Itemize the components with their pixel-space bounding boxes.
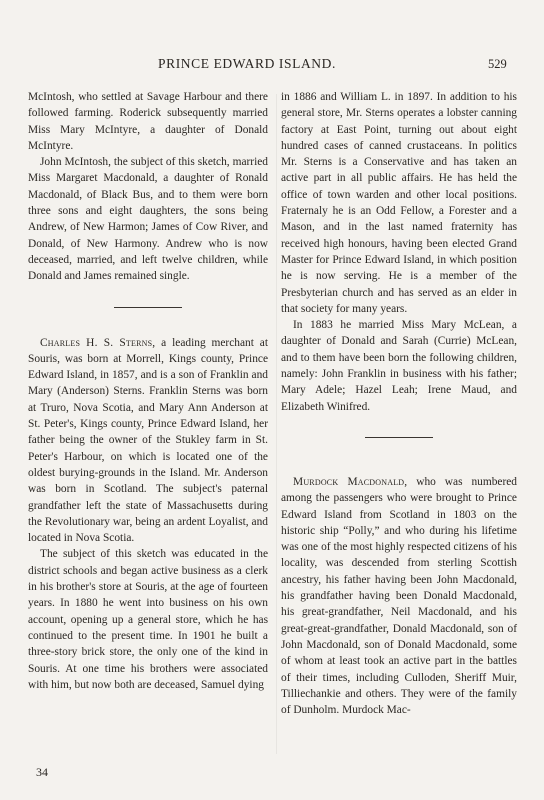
biography-subject-name: Murdock Macdonald,	[293, 475, 408, 488]
biography-subject-name: Charles H. S. Sterns,	[40, 336, 156, 349]
biography-paragraph	[281, 474, 517, 718]
paragraph-text: a leading merchant at Souris, was born at Morrell, Kings county, Prince Edward Island, in 1857, and is a son of Franklin and Mary (Anderson) Sterns. Franklin Sterns was born at Truro, Nova Scotia, and Mary Ann Anderson at St. Peter's, Kings county, Prince Edward Island, her father being the owner of the Stukley farm in St. Peter's Harbour, on which is located one of the oldest burying-grounds in the Island. Mr. Anderson was born in Scotland. The subject's paternal grandfather left the state of Massachusetts during the Revolutionary war, being an ardent Loyalist, and located in Nova Scotia.	[28, 336, 268, 545]
page-number: 529	[488, 57, 507, 71]
paragraph: John McIntosh, the subject of this sketch, married Miss Margaret Macdonald, a daughter of Ronald Macdonald, of Black Bus, and to them were born three sons and eight daughters, the sons being Andrew, of New Harmon; James of Cow River, and Donald, of New Harmony. Andrew who is now deceased, married, and left twelve children, while Donald and James remained single.	[28, 156, 268, 283]
paragraph-continued: McIntosh, who settled at Savage Harbour and there followed farming. Roderick subsequently married Miss Mary McIntyre, a daughter of Donald McIntyre.	[28, 91, 268, 152]
left-column	[28, 89, 268, 693]
section-divider	[365, 437, 433, 438]
signature-mark: 34	[36, 765, 48, 779]
column-gutter	[276, 94, 277, 754]
paragraph-text: who was numbered among the passengers who were brought to Prince Edward Island from Scotland in 1803 on the historic ship “Polly,” and who during his lifetime was one of the most highly respected citizens of his locality, was descended from sterling Scottish ancestry, his father having been John Macdonald, his grandfather having been Donald Macdonald, his great-grandfather, Neil Macdonald, and his great-great-grandfather, Donald Macdonald, son of John Macdonald, son of Donald Macdonald, some of whom at least took an active part in the battles of their times, including Culloden, Sheriff Muir, Tilliechankie and others. They were of the family of Dunholm. Murdock Mac-	[281, 475, 517, 717]
paragraph-continued: in 1886 and William L. in 1897. In addition to his general store, Mr. Sterns operates a lobster canning factory at East Point, turning out about eight hundred cases of canned crustaceans. In politics Mr. Sterns is a Conservative and has taken an active part in all public affairs. He has held the office of town warden and other local positions. Fraternaly he is an Odd Fellow, a Forester and a Mason, and in the last named fraternity has received high honours, having been elected Grand Master for Prince Edward Island, in which position he is now serving. He is a member of the Presbyterian church and has served as an elder in that society for many years.	[281, 91, 517, 315]
right-column	[281, 89, 517, 718]
running-head: PRINCE EDWARD ISLAND.	[158, 56, 336, 71]
page-header	[0, 56, 544, 74]
paragraph: In 1883 he married Miss Mary McLean, a daughter of Donald and Sarah (Currie) McLean, and to them have been born the following children, namely: John Franklin in business with his father; Mary Adele; Hazel Leah; Irene Maud, and Elizabeth Winifred.	[281, 319, 517, 413]
paragraph: The subject of this sketch was educated in the district schools and began active business as a clerk in his brother's store at Souris, at the age of fourteen years. In 1880 he went into business on his own account, opening up a general store, which he has continued to the present time. In 1901 he built a three-story brick store, the only one of the kind in Souris. At one time his brothers were associated with him, but now both are deceased, Samuel dying	[28, 548, 268, 691]
section-divider	[114, 307, 182, 308]
biography-paragraph	[28, 335, 268, 547]
